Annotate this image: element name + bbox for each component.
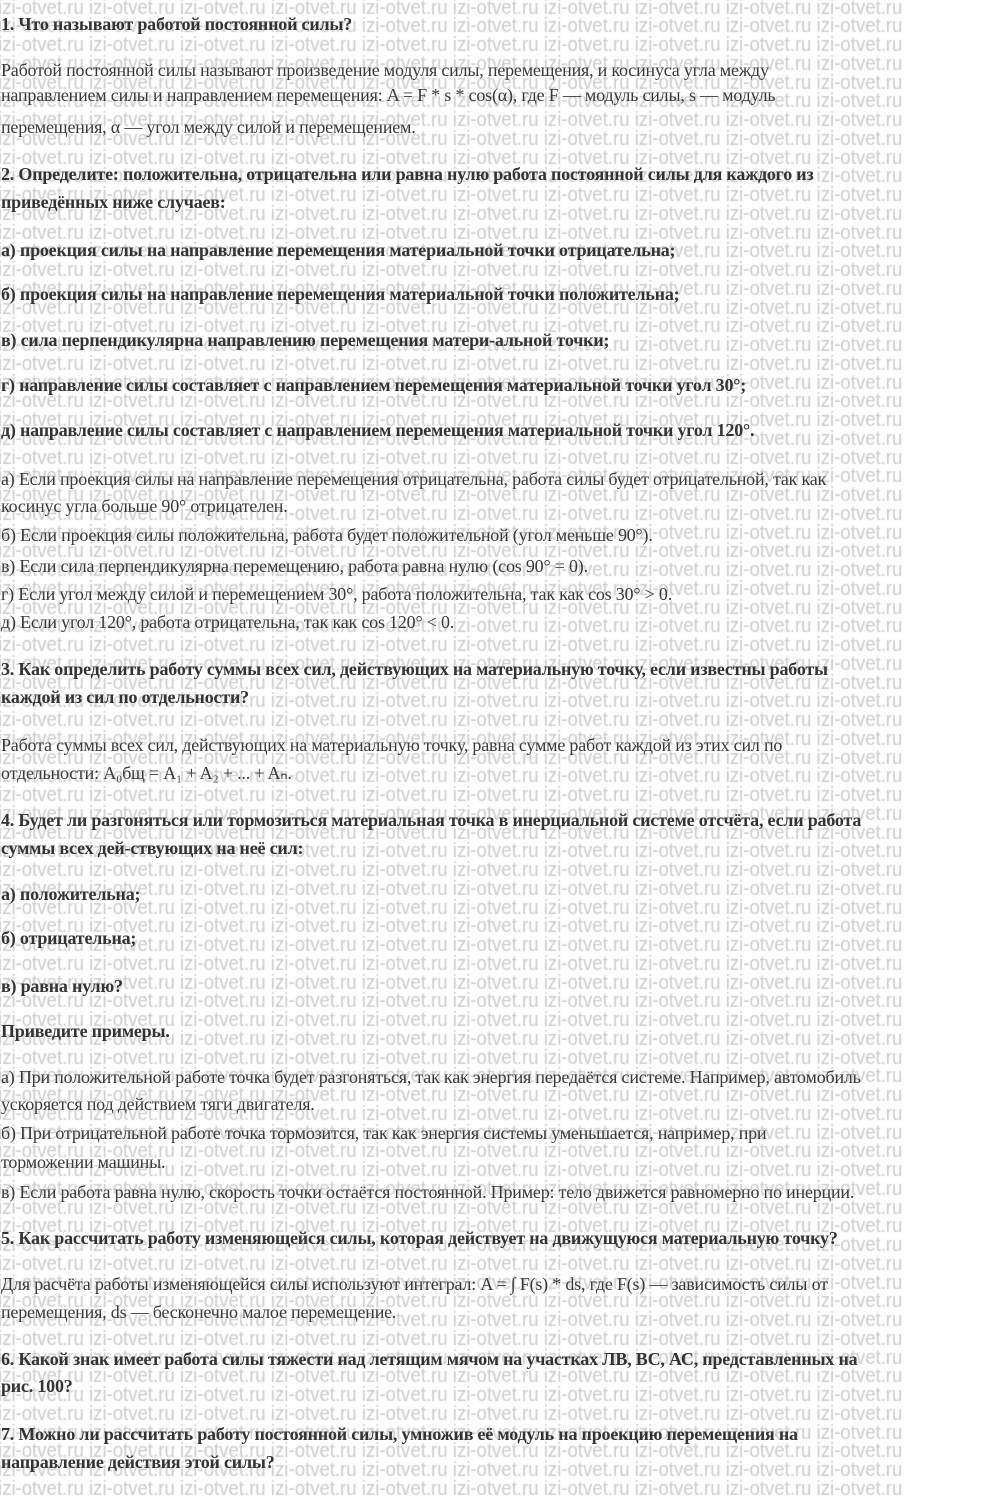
answer-line: ускоряется под действием тяги двигателя. [1, 1094, 315, 1114]
question-line: г) направление силы составляет с направлением перемещения материальной точки угол 30°; [1, 375, 747, 395]
question-line: направление действия этой силы? [1, 1452, 275, 1472]
question-line: Приведите примеры. [1, 1021, 170, 1041]
answer-line: б) При отрицательной работе точка тормозится, так как энергия системы уменьшается, например, при [1, 1123, 767, 1143]
answer-line: перемещения, α — угол между силой и перемещением. [1, 117, 416, 137]
question-line: а) положительна; [1, 884, 141, 904]
question-line: каждой из сил по отдельности? [1, 687, 249, 707]
question-line: суммы всех дей-ствующих на неё сил: [1, 838, 304, 858]
answer-line: Работа суммы всех сил, действующих на материальную точку, равна сумме работ каждой из этих сил по [1, 735, 783, 755]
question-line: рис. 100? [1, 1376, 73, 1396]
answer-line: Для расчёта работы изменяющейся силы используют интеграл: A = ∫ F(s) * ds, где F(s) — зависимость силы от [1, 1274, 828, 1294]
question-line: а) проекция силы на направление перемещения материальной точки отрицательна; [1, 240, 676, 260]
answer-line: б) Если проекция силы положительна, работа будет положительной (угол меньше 90°). [1, 525, 653, 545]
answer-line: г) Если угол между силой и перемещением 30°, работа положительна, так как cos 30° > 0. [1, 584, 673, 604]
question-line: 2. Определите: положительна, отрицательна или равна нулю работа постоянной силы для каждого из [1, 164, 814, 184]
question-line: в) равна нулю? [1, 976, 123, 996]
answer-line: а) При положительной работе точка будет разгоняться, так как энергия передаётся системе. Например, автомобиль [1, 1067, 861, 1087]
question-line: 3. Как определить работу суммы всех сил, действующих на материальную точку, если известны работы [1, 659, 828, 679]
question-line: б) отрицательна; [1, 928, 137, 948]
question-line: 5. Как рассчитать работу изменяющейся силы, которая действует на движущуюся материальную точку? [1, 1228, 838, 1248]
answer-line: направлением силы и направлением перемещения: A = F * s * cos(α), где F — модуль силы, s — модуль [1, 85, 776, 105]
answer-line: перемещения, ds — бесконечно малое перемещение. [1, 1302, 397, 1322]
answer-line: в) Если сила перпендикулярна перемещению, работа равна нулю (cos 90° = 0). [1, 556, 588, 576]
question-line: в) сила перпендикулярна направлению перемещения матери-альной точки; [1, 330, 610, 350]
answer-line: Работой постоянной силы называют произведение модуля силы, перемещения, и косинуса угла между [1, 60, 769, 80]
answer-line: косинус угла больше 90° отрицателен. [1, 496, 288, 516]
answer-line: отдельности: A₀бщ = A₁ + A₂ + ... + Aₙ. [1, 763, 292, 783]
answer-line: торможении машины. [1, 1152, 166, 1172]
question-line: приведённых ниже случаев: [1, 192, 226, 212]
question-line: 6. Какой знак имеет работа силы тяжести над летящим мячом на участках ЛВ, ВС, АС, представленных на [1, 1349, 858, 1369]
answer-line: в) Если работа равна нулю, скорость точки остаётся постоянной. Пример: тело движется равномерно по инерции. [1, 1182, 855, 1202]
answer-line: а) Если проекция силы на направление перемещения отрицательна, работа силы будет отрицательной, так как [1, 469, 827, 489]
question-line: 1. Что называют работой постоянной силы? [1, 14, 353, 34]
question-line: б) проекция силы на направление перемещения материальной точки положительна; [1, 284, 680, 304]
question-line: 4. Будет ли разгоняться или тормозиться материальная точка в инерциальной системе отсчёта, если работа [1, 810, 862, 830]
answer-line: д) Если угол 120°, работа отрицательна, так как cos 120° < 0. [1, 612, 455, 632]
question-line: 7. Можно ли рассчитать работу постоянной силы, умножив её модуль на проекцию перемещения на [1, 1424, 798, 1444]
question-line: д) направление силы составляет с направлением перемещения материальной точки угол 120°. [1, 420, 755, 440]
